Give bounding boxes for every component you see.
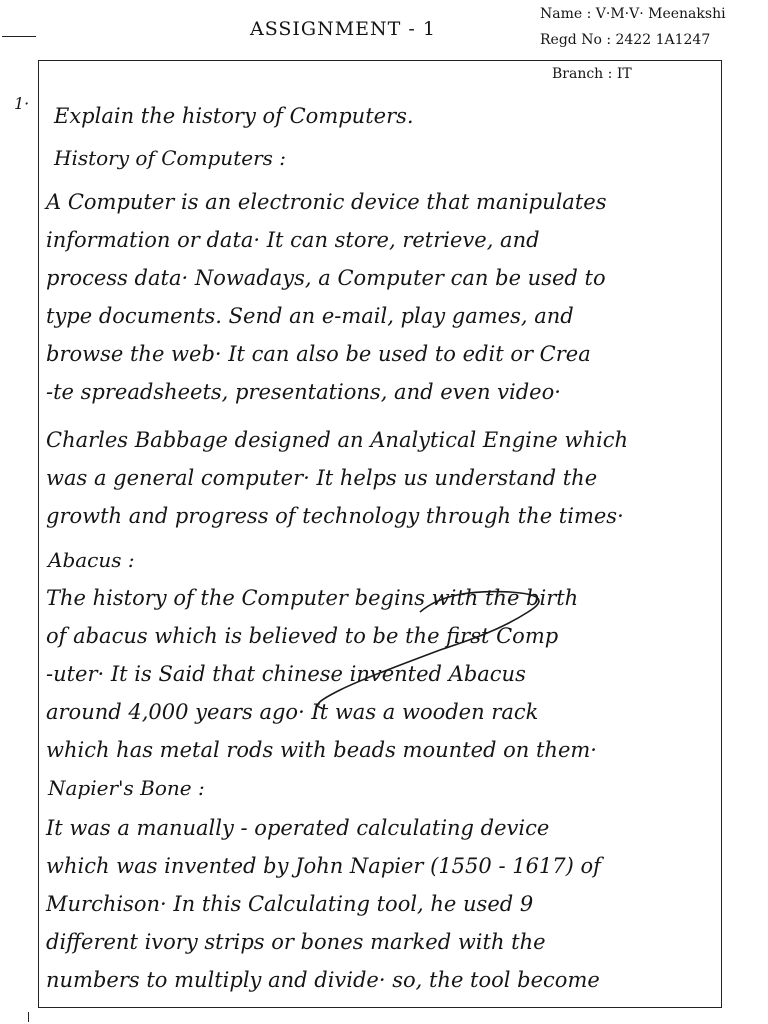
text-line: different ivory strips or bones marked with the [46, 930, 546, 954]
question-text: Explain the history of Computers. [54, 104, 414, 128]
text-line: -te spreadsheets, presentations, and even video· [46, 380, 561, 404]
registration-number: Regd No : 2422 1A1247 [540, 32, 711, 48]
napier-heading: Napier's Bone : [48, 776, 205, 800]
text-line: numbers to multiply and divide· so, the tool become [46, 968, 600, 992]
text-line: type documents. Send an e-mail, play games, and [46, 304, 574, 328]
text-line: -uter· It is Said that chinese invented Abacus [46, 662, 526, 686]
text-line: Murchison· In this Calculating tool, he used 9 [46, 892, 534, 916]
text-line: process data· Nowadays, a Computer can be used to [46, 266, 606, 290]
text-line: which was invented by John Napier (1550 - 1617) of [46, 854, 601, 878]
text-line: browse the web· It can also be used to edit or Crea [46, 342, 591, 366]
text-line: growth and progress of technology through the times· [46, 504, 624, 528]
question-number: 1· [14, 94, 30, 113]
text-line: around 4,000 years ago· It was a wooden rack [46, 700, 539, 724]
text-line: A Computer is an electronic device that manipulates [46, 190, 607, 214]
text-line: of abacus which is believed to be the first Comp [46, 624, 559, 648]
text-line: It was a manually - operated calculating device [46, 816, 550, 840]
text-line: information or data· It can store, retrieve, and [46, 228, 540, 252]
history-heading: History of Computers : [54, 146, 286, 170]
text-line: The history of the Computer begins with the birth [46, 586, 579, 610]
text-line: which has metal rods with beads mounted on them· [46, 738, 597, 762]
branch: Branch : IT [552, 66, 632, 82]
assignment-title: ASSIGNMENT - 1 [250, 18, 436, 40]
text-line: was a general computer· It helps us understand the [46, 466, 598, 490]
abacus-heading: Abacus : [48, 548, 135, 572]
student-name: Name : V·M·V· Meenakshi [540, 6, 726, 22]
text-line: Charles Babbage designed an Analytical Engine which [46, 428, 629, 452]
